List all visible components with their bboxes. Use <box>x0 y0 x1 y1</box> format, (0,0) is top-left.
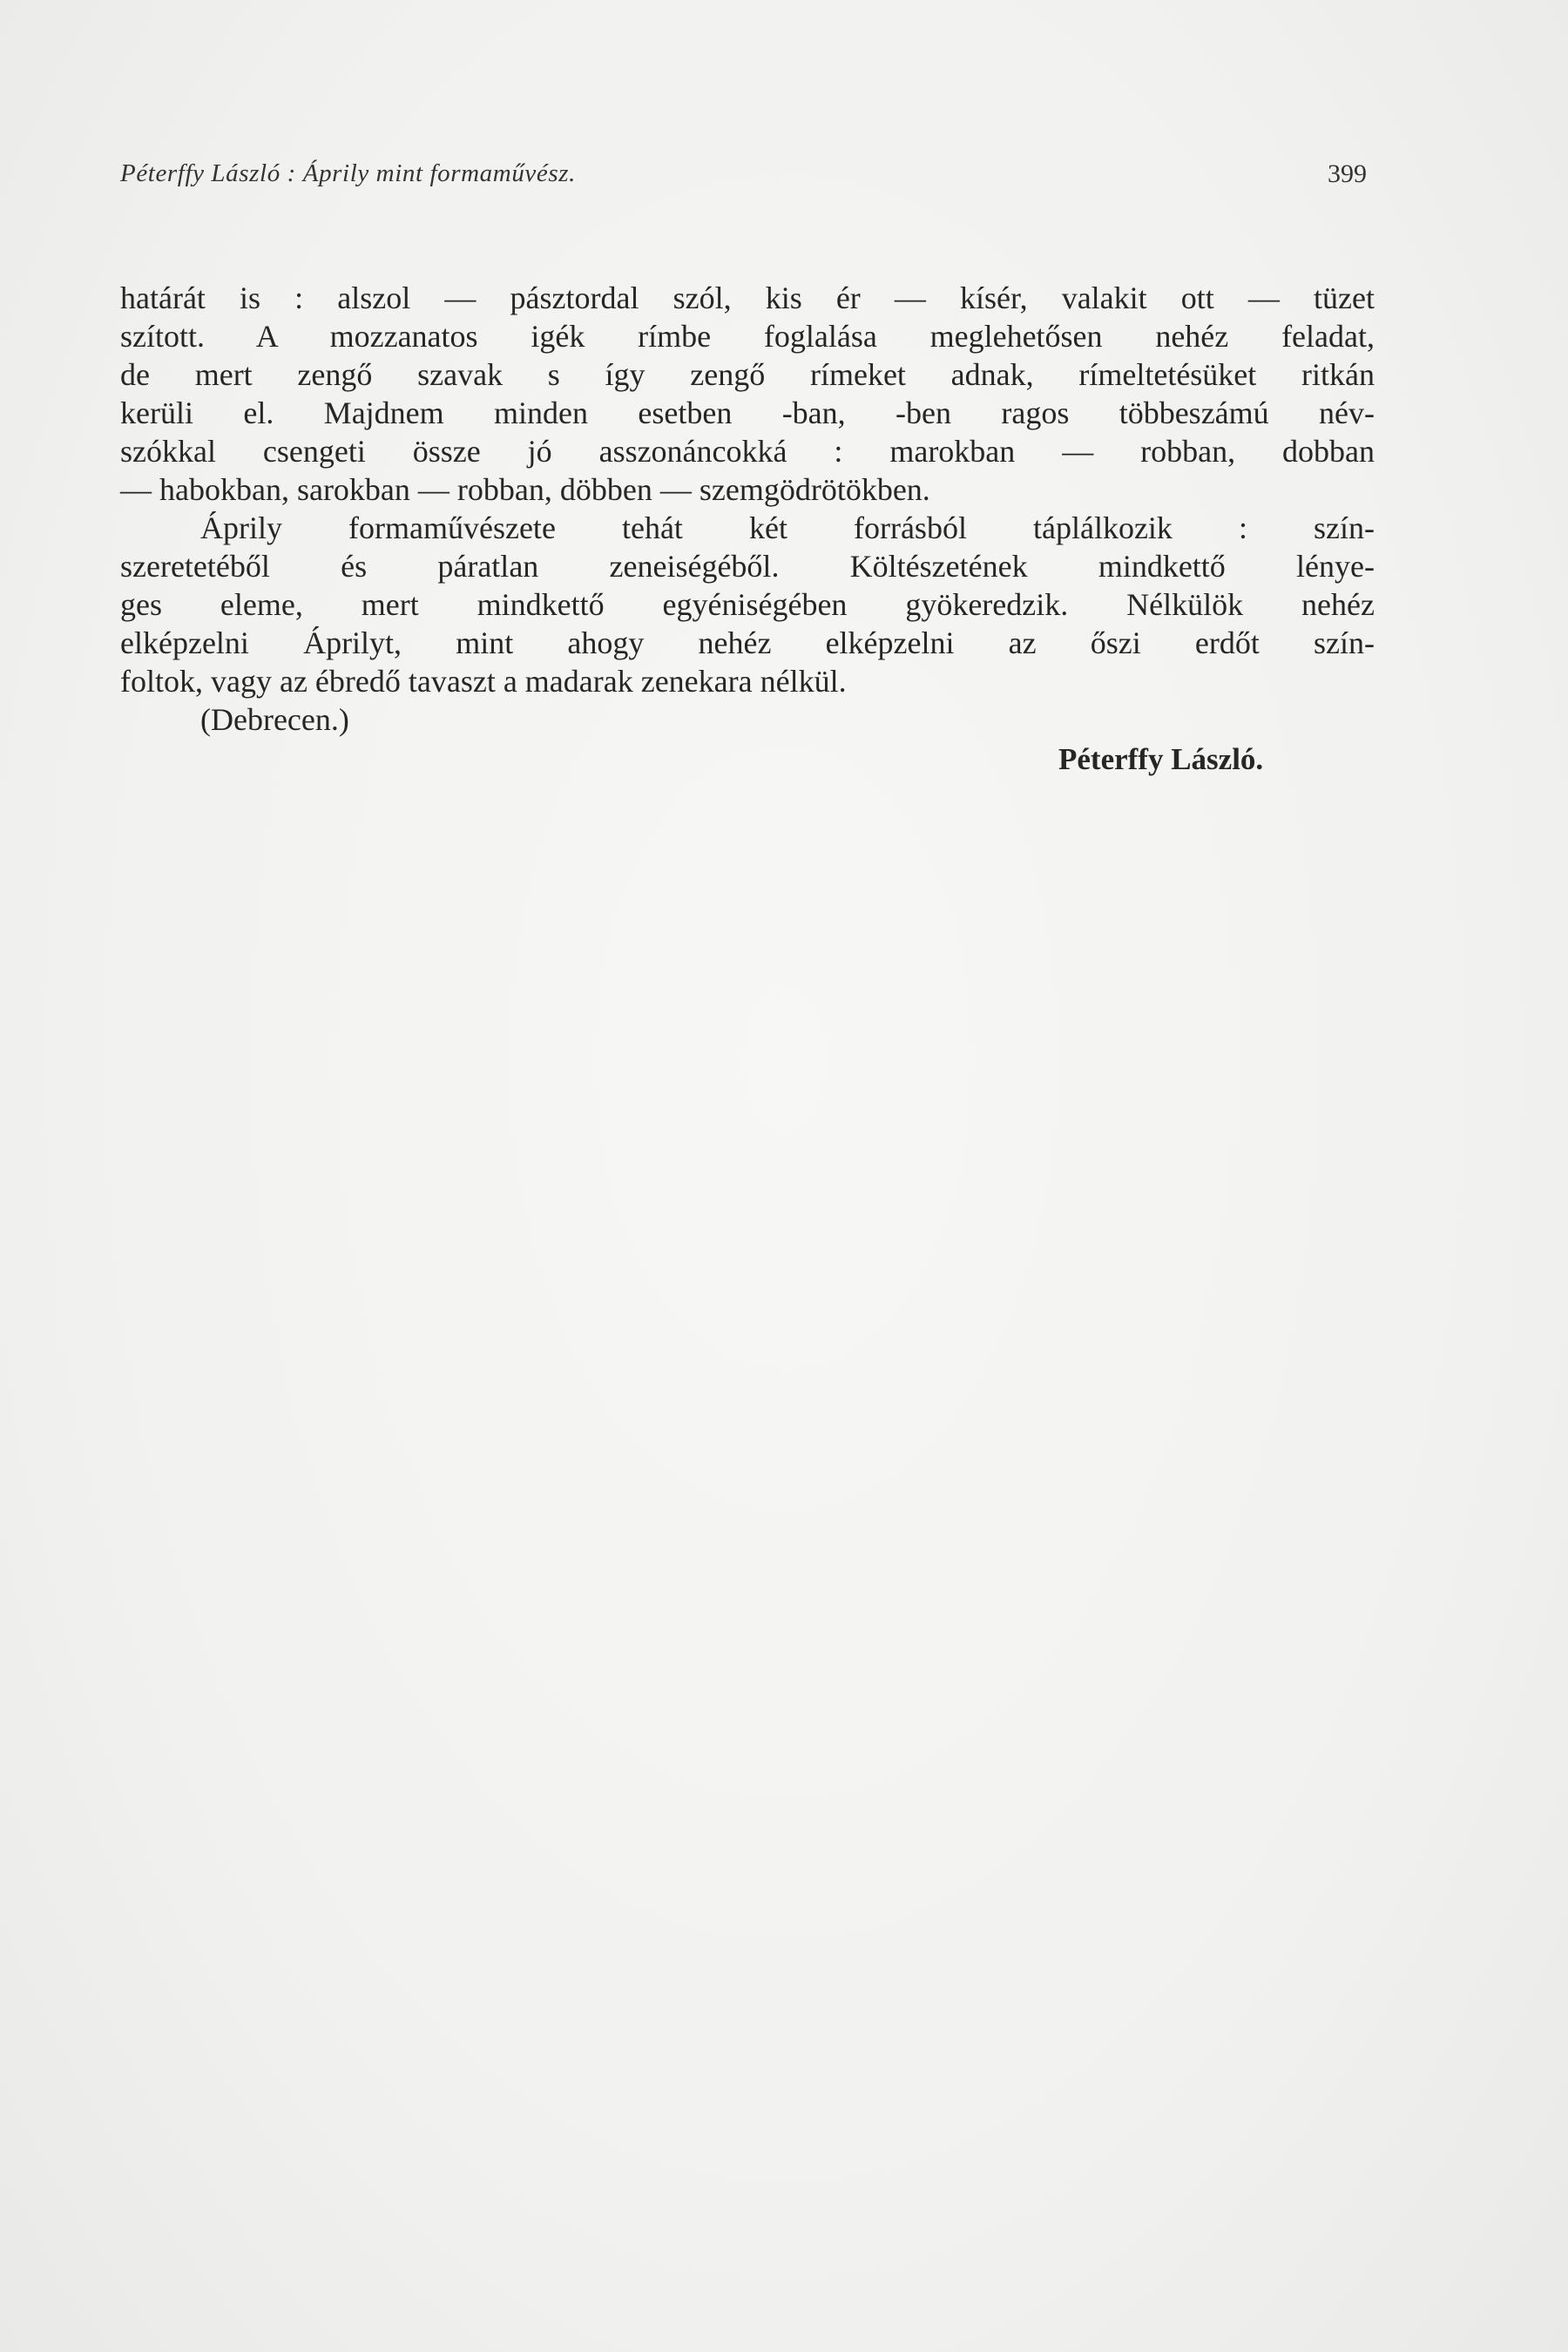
text-line-3: de mert zengő szavak s így zengő rímeket adnak, rímeltetésüket ritkán <box>120 357 1375 392</box>
text-line-4: kerüli el. Majdnem minden esetben -ban, -ben ragos többeszámú név- <box>120 395 1375 430</box>
text-line-7: Áprily formaművészete tehát két forrásból táplálkozik : szín- <box>200 510 1375 545</box>
text-line-5: szókkal csengeti össze jó asszonáncokká : marokban — robban, dobban <box>120 434 1375 469</box>
text-line-12: (Debrecen.) <box>200 702 349 737</box>
running-head-title: Péterffy László : Áprily mint formaművész. <box>120 159 576 187</box>
text-line-9: ges eleme, mert mindkettő egyéniségében gyökeredzik. Nélkülök nehéz <box>120 587 1375 622</box>
text-line-6: — habokban, sarokban — robban, döbben — szemgödrötökben. <box>120 472 930 507</box>
text-line-10: elképzelni Áprilyt, mint ahogy nehéz elképzelni az őszi erdőt szín- <box>120 625 1375 660</box>
text-line-11: foltok, vagy az ébredő tavaszt a madarak zenekara nélkül. <box>120 664 847 699</box>
page-number: 399 <box>1328 159 1367 188</box>
text-line-2: szított. A mozzanatos igék rímbe foglalása meglehetősen nehéz feladat, <box>120 319 1375 354</box>
author-signature: Péterffy László. <box>1058 742 1264 776</box>
text-line-8: szeretetéből és páratlan zeneiségéből. Költészetének mindkettő lénye- <box>120 549 1375 584</box>
text-line-1: határát is : alszol — pásztordal szól, kis ér — kísér, valakit ott — tüzet <box>120 280 1375 315</box>
